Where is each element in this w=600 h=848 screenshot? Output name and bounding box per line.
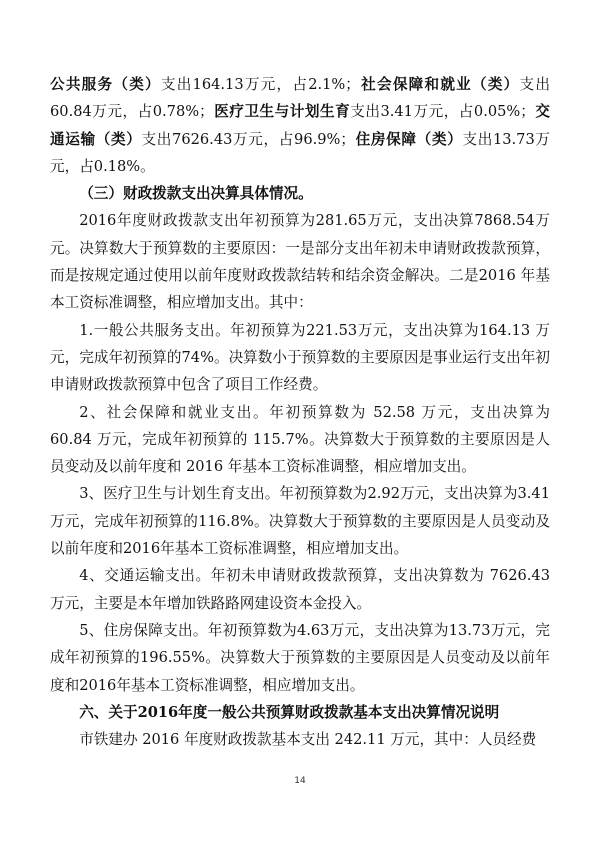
intro-paragraph	[50, 71, 550, 180]
section3-paragraph: 2016年度财政拨款支出年初预算为281.65万元，支出决算7868.54万元。决算数大于预算数的主要原因：一是部分支出年初未申请财政拨款预算，而是按规定通过使用以前年度财政拨款结转和结余资金解决。二是2016 年基本工资标准调整，相应增加支出。其中：	[50, 212, 550, 312]
page-number: 14	[294, 776, 306, 786]
category-value: 支出60.84万元，占0.78%；	[50, 76, 550, 121]
category-label: 交通运输（类）	[50, 103, 550, 148]
category-value: 支出13.73万元，占0.18%。	[50, 130, 550, 175]
item-paragraph: 4、交通运输支出。年初未申请财政拨款预算，支出决算数为 7626.43 万元，主要是本年增加铁路路网建设资本金投入。	[50, 567, 550, 612]
item-paragraph: 1.一般公共服务支出。年初预算为221.53万元，支出决算为164.13 万元，完成年初预算的74%。决算数小于预算数的主要原因是事业运行支出年初申请财政拨款预算中包含了项目工作经费。	[50, 321, 550, 394]
category-label: 社会保障和就业（类）	[359, 76, 520, 93]
item-paragraph: 2、社会保障和就业支出。年初预算数为 52.58 万元，支出决算为 60.84 万元，完成年初预算的 115.7%。决算数大于预算数的主要原因是人员变动及以前年度和 2016 年基本工资标准调整，相应增加支出。	[50, 403, 550, 476]
item-paragraph: 3、医疗卫生与计划生育支出。年初预算数为2.92万元，支出决算为3.41万元，完成年初预算的116.8%。决算数大于预算数的主要原因是人员变动及以前年度和2016年基本工资标准调整，相应增加支出。	[50, 485, 550, 558]
section3-heading: （三）财政拨款支出决算具体情况。	[79, 185, 313, 203]
category-label: 住房保障（类）	[355, 130, 463, 148]
category-label: 医疗卫生与计划生育	[213, 103, 351, 121]
document-body	[50, 71, 550, 753]
category-label: 公共服务（类）	[50, 76, 161, 93]
section6-heading: 六、关于2016年度一般公共预算财政拨款基本支出决算情况说明	[79, 703, 500, 721]
category-value: 支出7626.43万元，占96.9%；	[141, 130, 356, 148]
category-value: 支出164.13万元，占2.1%；	[160, 76, 360, 93]
item-paragraph: 5、住房保障支出。年初预算数为4.63万元，支出决算为13.73万元，完成年初预算的196.55%。决算数大于预算数的主要原因是人员变动及以前年度和2016年基本工资标准调整，相应增加支出。	[50, 621, 550, 694]
category-value: 支出3.41万元，占0.05%；	[350, 103, 535, 121]
section6-paragraph: 市铁建办 2016 年度财政拨款基本支出 242.11 万元，其中：人员经费	[79, 731, 537, 749]
